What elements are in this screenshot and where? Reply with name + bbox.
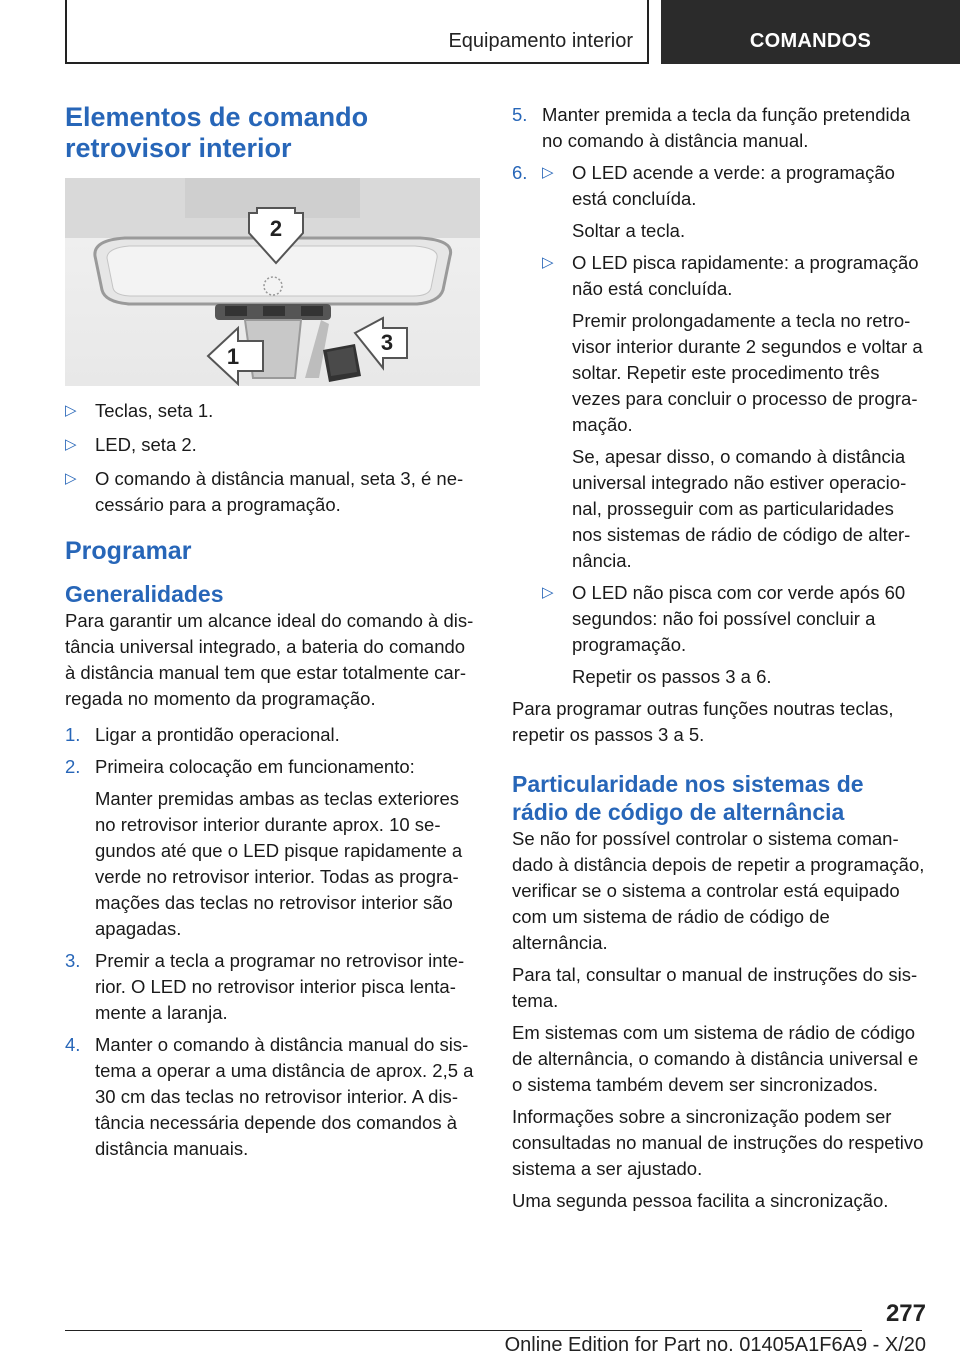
mirror-figure bbox=[65, 178, 480, 386]
triangle-bullet-icon: ▷ bbox=[65, 402, 77, 419]
footer-divider bbox=[65, 1330, 862, 1331]
body-paragraph: Se não for possível controlar o sistema comandado à distância depois de repetir a programação, verificar se o sistema a controlar está equipado com um sistema de rádio de código de alternância. bbox=[512, 828, 925, 953]
step-item: 1. Ligar a prontidão operacional. bbox=[65, 724, 340, 745]
body-paragraph: Uma segunda pessoa facilita a sincronização. bbox=[512, 1190, 889, 1211]
body-paragraph: Para tal, consultar o manual de instruções do sistema. bbox=[512, 964, 918, 1011]
after-steps-paragraph: Para programar outras funções noutras teclas, repetir os passos 3 a 5. bbox=[512, 698, 894, 745]
triangle-bullet-icon: ▷ bbox=[542, 164, 554, 181]
result-sub-paragraph: Repetir os passos 3 a 6. bbox=[572, 666, 772, 687]
step-item: 2. Primeira colocação em funcionamento: Manter premidas ambas as teclas exteriores no retrovisor interior durante aprox. 10 segundos até que o LED pisque rapidamente a verde no retrovisor interior. Todas as programações das teclas no retrovisor interior são apagadas. bbox=[65, 754, 480, 942]
header-section-title: Equipamento interior bbox=[448, 30, 633, 52]
left-column bbox=[65, 102, 480, 1168]
step-item: 6. ▷ O LED acende a verde: a programação está concluída. Soltar a tecla. ▷ O LED pisca rapidamente: a programação não está concluída. Premir prolongadamente a tecla no retrovisor interior durante 2 segundos e voltar a soltar. Repetir este procedimento três vezes para concluir o processo de programação. Se, apesar disso, o comando à distância universal integrado não estiver operacional, prosseguir com as particularidades nos sistemas de rádio de código de alternância. ▷ O LED não pisca com cor verde após 60 segundos: não foi possível concluir a programação. Repetir os passos 3 a 6. bbox=[512, 160, 926, 690]
result-sub-paragraph: Se, apesar disso, o comando à distância universal integrado não estiver operacional, prosseguir com as particularidades nos sistemas de rádio de código de alternância. bbox=[572, 446, 911, 571]
step-sub-paragraph: Manter premidas ambas as teclas exteriores no retrovisor interior durante aprox. 10 segundos até que o LED pisque rapidamente a verde no retrovisor interior. Todas as programações das teclas no retrovisor interior são apagadas. bbox=[95, 788, 463, 939]
figure-label-1: 1 bbox=[226, 344, 240, 369]
intro-paragraph: Para garantir um alcance ideal do comando à distância universal integrado, a bateria do comando à distância manual tem que estar totalmente carregada no momento da programação. bbox=[65, 610, 474, 709]
step-item: 4. Manter o comando à distância manual do sistema a operar a uma distância de aprox. 2,5 a 30 cm das teclas no retrovisor interior. A distância necessária depende dos comandos à distância manuais. bbox=[65, 1034, 474, 1159]
header-chapter-tab bbox=[661, 0, 960, 64]
step-item: 3. Premir a tecla a programar no retrovisor interior. O LED no retrovisor interior pisca lentamente a laranja. bbox=[65, 950, 465, 1023]
result-sub-paragraph: Soltar a tecla. bbox=[572, 220, 686, 241]
figure-label-3: 3 bbox=[380, 330, 394, 355]
right-column bbox=[512, 102, 926, 1214]
result-item: ▷ O LED acende a verde: a programação está concluída. Soltar a tecla. bbox=[542, 160, 926, 244]
body-paragraph: Em sistemas com um sistema de rádio de código de alternância, o comando à distância universal e o sistema também devem ser sincronizados. bbox=[512, 1022, 919, 1095]
figure-label-2: 2 bbox=[269, 216, 283, 241]
header-section-box bbox=[65, 0, 649, 64]
triangle-bullet-icon: ▷ bbox=[542, 584, 554, 601]
result-item: ▷ O LED pisca rapidamente: a programação não está concluída. Premir prolongadamente a tecla no retrovisor interior durante 2 segundos e voltar a soltar. Repetir este procedimento três vezes para concluir o processo de programação. Se, apesar disso, o comando à distância universal integrado não estiver operacional, prosseguir com as particularidades nos sistemas de rádio de código de alternância. bbox=[542, 250, 926, 574]
particularidade-heading: Particularidade nos sistemas de rádio de código de alternância bbox=[512, 771, 864, 825]
section-heading: Elementos de comando retrovisor interior bbox=[65, 102, 369, 163]
body-paragraph: Informações sobre a sincronização podem ser consultadas no manual de instruções do respetivo sistema a ser ajustado. bbox=[512, 1106, 924, 1179]
page-number: 277 bbox=[885, 1300, 926, 1327]
list-item: ▷ LED, seta 2. bbox=[65, 432, 480, 458]
triangle-bullet-icon: ▷ bbox=[542, 254, 554, 271]
step-item: 5. Manter premida a tecla da função pretendida no comando à distância manual. bbox=[512, 104, 911, 151]
footer-edition: Online Edition for Part no. 01405A1F6A9 - X/20 bbox=[504, 1334, 926, 1356]
result-item: ▷ O LED não pisca com cor verde após 60 segundos: não foi possível concluir a programação. Repetir os passos 3 a 6. bbox=[542, 580, 926, 690]
generalidades-heading: Generalidades bbox=[65, 581, 224, 607]
result-sub-paragraph: Premir prolongadamente a tecla no retrovisor interior durante 2 segundos e voltar a soltar. Repetir este procedimento três vezes para concluir o processo de programação. bbox=[572, 310, 923, 435]
list-item: ▷ O comando à distância manual, seta 3, é necessário para a programação. bbox=[65, 468, 464, 515]
mirror-illustration bbox=[65, 178, 480, 386]
element-list bbox=[65, 398, 480, 518]
triangle-bullet-icon: ▷ bbox=[65, 470, 77, 487]
steps-list bbox=[65, 722, 480, 1162]
triangle-bullet-icon: ▷ bbox=[65, 436, 77, 453]
list-item: ▷ Teclas, seta 1. bbox=[65, 398, 480, 424]
header-chapter-title: COMANDOS bbox=[749, 30, 872, 52]
programar-heading: Programar bbox=[65, 537, 192, 565]
